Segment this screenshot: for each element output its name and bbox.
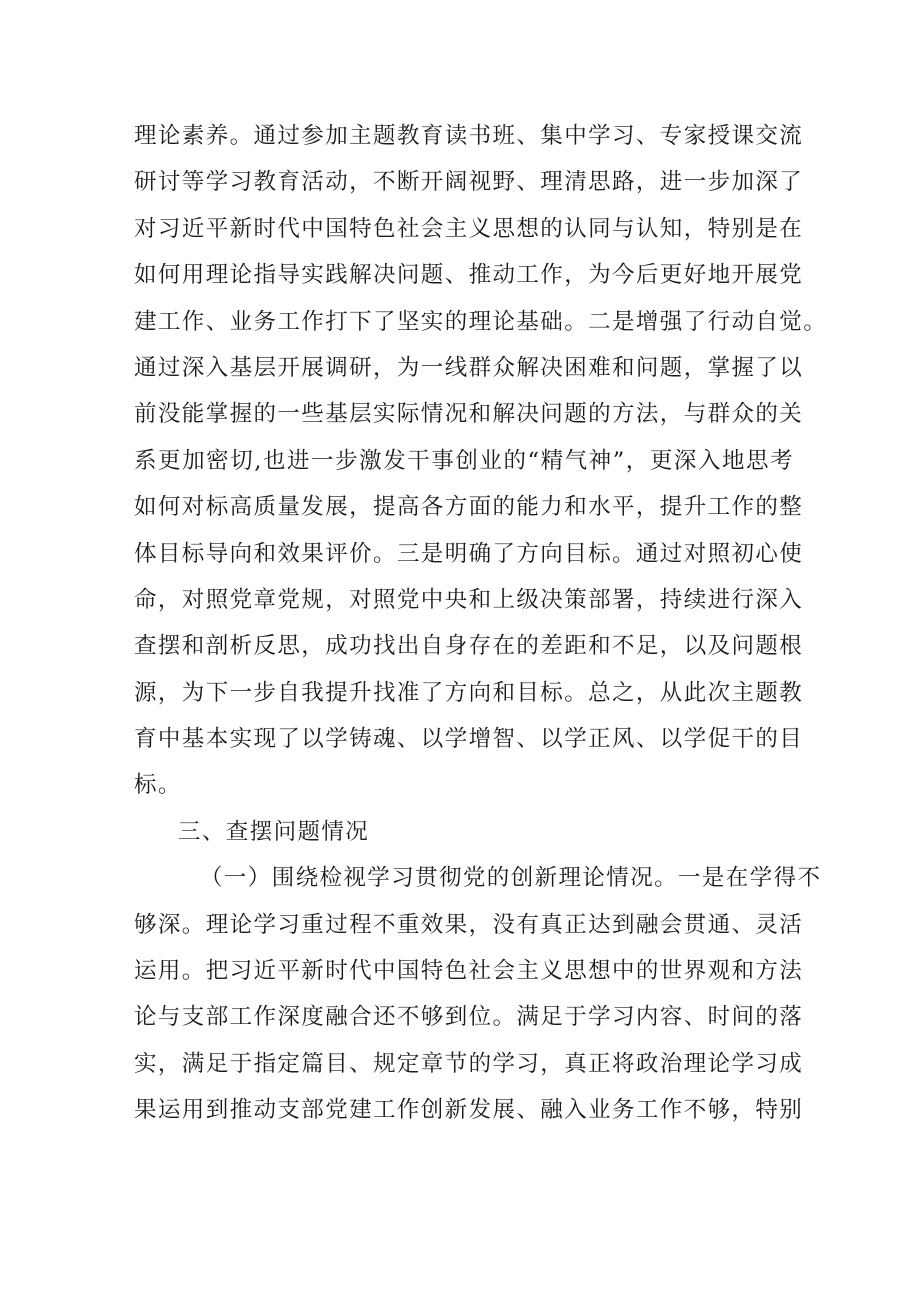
paragraph-line: 育中基本实现了以学铸魂、以学增智、以学正风、以学促干的目 bbox=[134, 726, 804, 753]
subsection-line: 运用。把习近平新时代中国特色社会主义思想中的世界观和方法 bbox=[134, 958, 804, 985]
subsection-line: 够深。理论学习重过程不重效果，没有真正达到融会贯通、灵活 bbox=[134, 911, 804, 938]
paragraph-line: 标。 bbox=[134, 772, 182, 799]
document-body bbox=[134, 113, 828, 1134]
paragraph-line: 建工作、业务工作打下了坚实的理论基础。二是增强了行动自觉。 bbox=[134, 308, 828, 335]
subsection-line: （一）围绕检视学习贯彻党的创新理论情况。一是在学得不 bbox=[200, 865, 822, 892]
subsection-line: 论与支部工作深度融合还不够到位。满足于学习内容、时间的落 bbox=[134, 1004, 804, 1031]
paragraph-line: 如何对标高质量发展，提高各方面的能力和水平，提升工作的整 bbox=[134, 494, 804, 521]
section-heading: 三、查摆问题情况 bbox=[178, 818, 370, 845]
paragraph-line: 系更加密切,也进一步激发干事创业的“精气神”，更深入地思考 bbox=[134, 447, 794, 474]
paragraph-line: 理论素养。通过参加主题教育读书班、集中学习、专家授课交流 bbox=[134, 123, 804, 149]
paragraph-line: 对习近平新时代中国特色社会主义思想的认同与认知，特别是在 bbox=[134, 215, 804, 242]
paragraph-line: 前没能掌握的一些基层实际情况和解决问题的方法，与群众的关 bbox=[134, 401, 804, 428]
paragraph-line: 查摆和剖析反思，成功找出自身存在的差距和不足，以及问题根 bbox=[134, 633, 804, 660]
paragraph-line: 体目标导向和效果评价。三是明确了方向目标。通过对照初心使 bbox=[134, 540, 804, 567]
paragraph-line: 如何用理论指导实践解决问题、推动工作，为今后更好地开展党 bbox=[134, 262, 804, 289]
subsection-line: 实，满足于指定篇目、规定章节的学习，真正将政治理论学习成 bbox=[134, 1050, 804, 1077]
paragraph-line: 源，为下一步自我提升找准了方向和目标。总之，从此次主题教 bbox=[134, 679, 804, 706]
paragraph-line: 研讨等学习教育活动，不断开阔视野、理清思路，进一步加深了 bbox=[134, 169, 804, 196]
subsection-line: 果运用到推动支部党建工作创新发展、融入业务工作不够，特别 bbox=[134, 1097, 804, 1124]
paragraph-line: 命，对照党章党规，对照党中央和上级决策部署，持续进行深入 bbox=[134, 586, 804, 613]
paragraph-line: 通过深入基层开展调研，为一线群众解决困难和问题，掌握了以 bbox=[134, 354, 804, 381]
